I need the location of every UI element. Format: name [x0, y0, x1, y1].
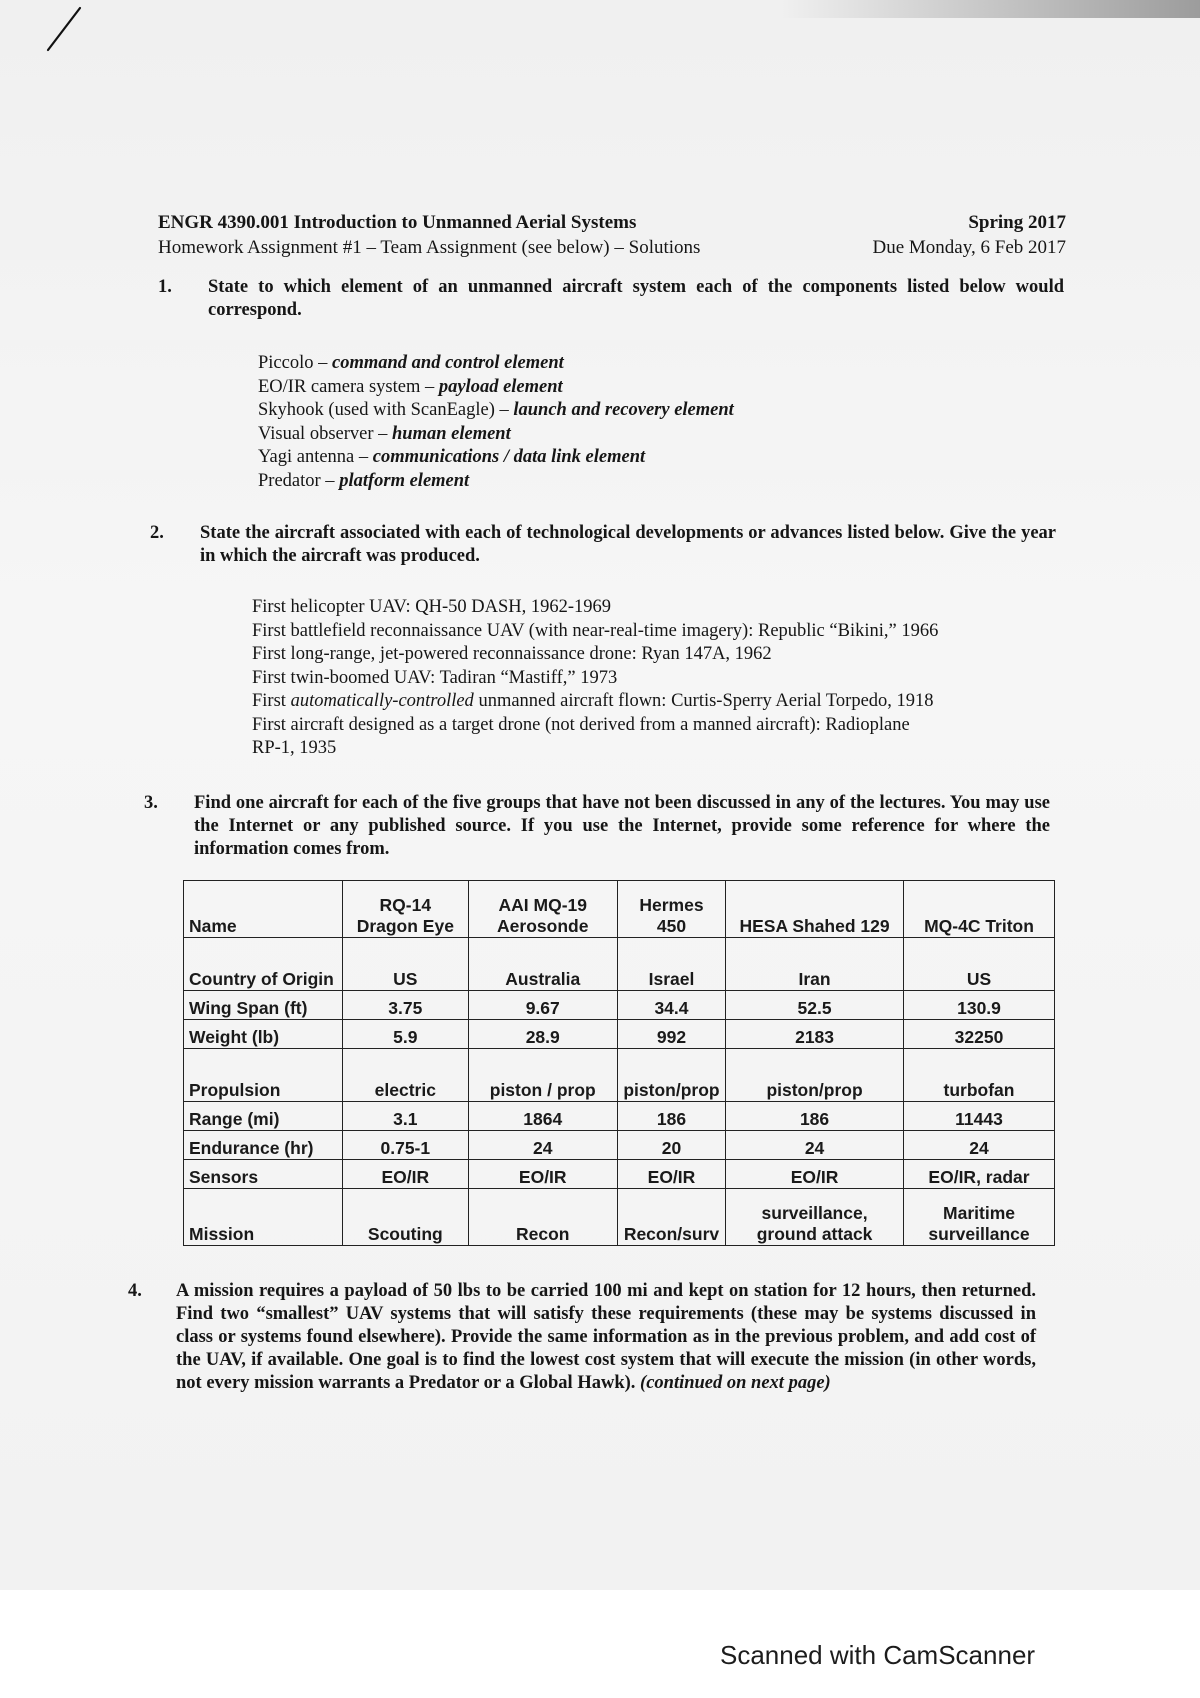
term: Spring 2017: [968, 212, 1066, 233]
question-number: 2.: [150, 523, 164, 543]
camscanner-watermark: Scanned with CamScanner: [720, 1640, 1036, 1670]
table-cell: Israel: [617, 938, 725, 991]
table-cell: piston / prop: [468, 1049, 617, 1102]
table-cell: 34.4: [617, 991, 725, 1020]
table-cell: 130.9: [904, 991, 1055, 1020]
table-cell: EO/IR: [343, 1160, 469, 1189]
question-text: State to which element of an unmanned aircraft system each of the components listed below would correspond.: [208, 277, 1064, 320]
table-cell: Australia: [468, 938, 617, 991]
table-row: [184, 1131, 1055, 1160]
table-cell: Scouting: [343, 1189, 469, 1246]
table-cell: 24: [904, 1131, 1055, 1160]
answer-line: Predator – platform element: [258, 470, 470, 491]
table-cell: 28.9: [468, 1020, 617, 1049]
table-cell: 1864: [468, 1102, 617, 1131]
table-row: [184, 1020, 1055, 1049]
answer-line: First long-range, jet-powered reconnaissance drone: Ryan 147A, 1962: [252, 644, 772, 664]
question-number: 1.: [158, 277, 172, 297]
table-cell: Hermes 450: [617, 881, 725, 938]
course-title: ENGR 4390.001 Introduction to Unmanned Aerial Systems: [158, 212, 637, 233]
row-label: Propulsion: [184, 1049, 343, 1102]
row-label: Range (mi): [184, 1102, 343, 1131]
table-cell: RQ-14 Dragon Eye: [343, 881, 469, 938]
table-cell: piston/prop: [617, 1049, 725, 1102]
table-cell: AAI MQ-19 Aerosonde: [468, 881, 617, 938]
table-cell: Recon/surv: [617, 1189, 725, 1246]
continued-note: (continued on next page): [640, 1373, 831, 1393]
row-label: Name: [184, 881, 343, 938]
table-cell: US: [904, 938, 1055, 991]
table-cell: Recon: [468, 1189, 617, 1246]
table-cell: 52.5: [726, 991, 904, 1020]
table-cell: 3.1: [343, 1102, 469, 1131]
question-text: State the aircraft associated with each of technological developments or advances listed below. Give the year in which the aircraft was produced.: [200, 523, 1056, 566]
answer-line: RP-1, 1935: [252, 738, 337, 758]
table-cell: 20: [617, 1131, 725, 1160]
table-cell: 186: [617, 1102, 725, 1131]
q1-answers: [258, 352, 734, 493]
table-cell: 24: [726, 1131, 904, 1160]
table-cell: 9.67: [468, 991, 617, 1020]
table-cell: EO/IR: [468, 1160, 617, 1189]
table-cell: US: [343, 938, 469, 991]
row-label: Weight (lb): [184, 1020, 343, 1049]
answer-line: First automatically-controlled unmanned aircraft flown: Curtis-Sperry Aerial Torpedo, 1918: [252, 691, 934, 711]
answer-line: First twin-boomed UAV: Tadiran “Mastiff,” 1973: [252, 667, 618, 688]
answer-line: EO/IR camera system – payload element: [258, 376, 563, 397]
table-cell: MQ-4C Triton: [904, 881, 1055, 938]
assignment-title: Homework Assignment #1 – Team Assignment (see below) – Solutions: [158, 237, 701, 258]
table-cell: electric: [343, 1049, 469, 1102]
row-label: Endurance (hr): [184, 1131, 343, 1160]
row-label: Country of Origin: [184, 938, 343, 991]
row-label: Sensors: [184, 1160, 343, 1189]
question-text: A mission requires a payload of 50 lbs to be carried 100 mi and kept on station for 12 hours, then returned. Find two “smallest” UAV systems that will satisfy these requirements (these may be systems discussed in class or systems found elsewhere). Provide the same information as in the previous problem, and add cost of the UAV, if available. One goal is to find the lowest cost system that will execute the mission (in other words, not every mission warrants a Predator or a Global Hawk). (continued on next page): [176, 1281, 1036, 1393]
table-cell: 32250: [904, 1020, 1055, 1049]
q2-answers: [252, 596, 938, 761]
table-cell: EO/IR: [617, 1160, 725, 1189]
scan-edge-shadow: [780, 0, 1200, 18]
question-number: 3.: [144, 793, 158, 813]
answer-line: Skyhook (used with ScanEagle) – launch and recovery element: [258, 400, 734, 420]
answer-line: First helicopter UAV: QH-50 DASH, 1962-1969: [252, 597, 612, 617]
table-cell: 3.75: [343, 991, 469, 1020]
table-cell: 5.9: [343, 1020, 469, 1049]
table-cell: turbofan: [904, 1049, 1055, 1102]
row-label: Mission: [184, 1189, 343, 1246]
uav-comparison-table: [183, 880, 1055, 1246]
answer-line: First battlefield reconnaissance UAV (with near-real-time imagery): Republic “Bikini,” 1966: [252, 620, 939, 641]
table-row: [184, 1102, 1055, 1131]
table-row: [184, 938, 1055, 991]
table-row: [184, 991, 1055, 1020]
table-cell: 186: [726, 1102, 904, 1131]
header-right: [873, 210, 1067, 260]
pen-mark-icon: [44, 6, 84, 52]
table-row: [184, 1049, 1055, 1102]
row-label: Wing Span (ft): [184, 991, 343, 1020]
table-row: [184, 881, 1055, 938]
table-cell: HESA Shahed 129: [726, 881, 904, 938]
due-date: Due Monday, 6 Feb 2017: [872, 237, 1066, 258]
table-cell: piston/prop: [726, 1049, 904, 1102]
answer-line: Piccolo – command and control element: [258, 353, 564, 373]
table-cell: 24: [468, 1131, 617, 1160]
table-cell: 11443: [904, 1102, 1055, 1131]
table-cell: 2183: [726, 1020, 904, 1049]
table-cell: Iran: [726, 938, 904, 991]
table-cell: 0.75-1: [343, 1131, 469, 1160]
table-cell: EO/IR, radar: [904, 1160, 1055, 1189]
table-row: [184, 1160, 1055, 1189]
table-row: [184, 1189, 1055, 1246]
table-cell: Maritime surveillance: [904, 1189, 1055, 1246]
table-cell: surveillance, ground attack: [726, 1189, 904, 1246]
table-cell: EO/IR: [726, 1160, 904, 1189]
question-number: 4.: [128, 1281, 142, 1301]
answer-line: Yagi antenna – communications / data link element: [258, 447, 646, 467]
question-text: Find one aircraft for each of the five groups that have not been discussed in any of the lectures. You may use the Internet or any published source. If you use the Internet, provide some reference for where the information comes from.: [194, 793, 1050, 859]
table-cell: 992: [617, 1020, 725, 1049]
answer-line: First aircraft designed as a target drone (not derived from a manned aircraft): Radioplane: [252, 714, 910, 735]
answer-line: Visual observer – human element: [258, 423, 511, 444]
header-left: [158, 210, 700, 260]
